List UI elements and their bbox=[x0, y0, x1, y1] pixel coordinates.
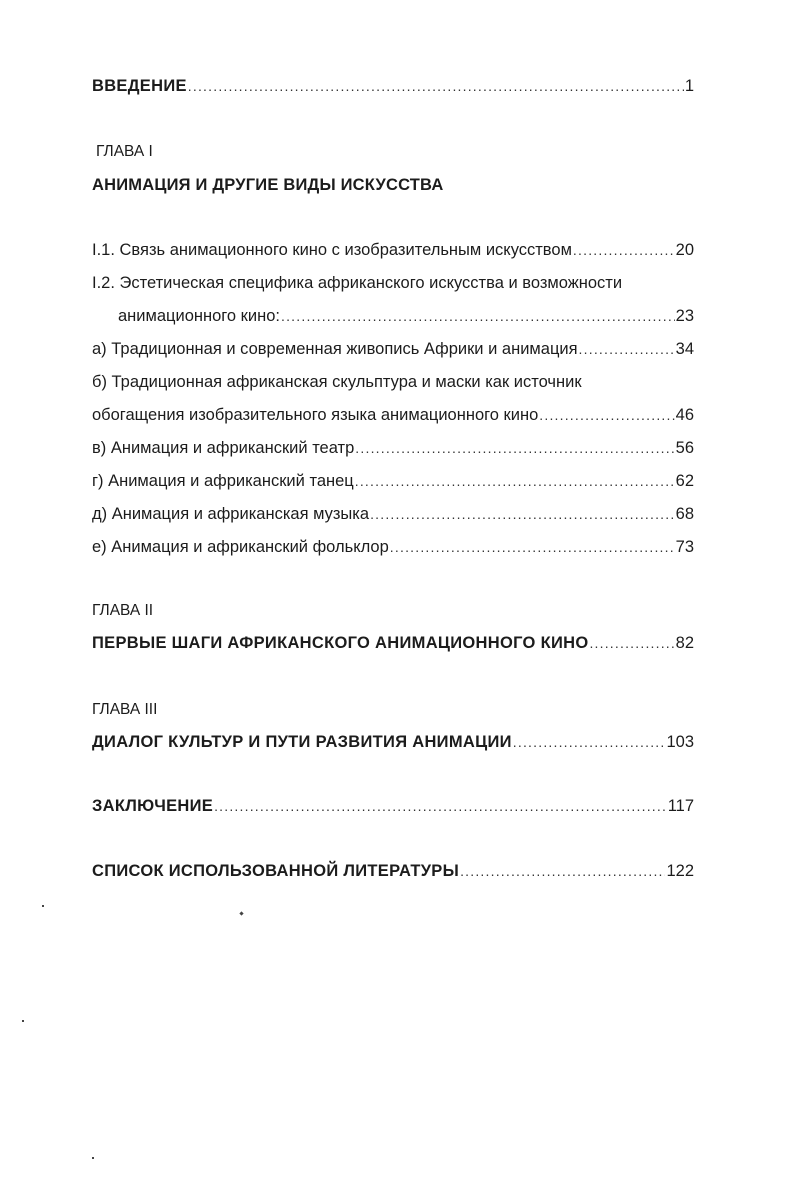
dot-leader bbox=[539, 405, 674, 425]
toc-entry-title: обогащения изобразительного языка анимационного кино bbox=[92, 406, 539, 424]
chapter-2-title: ПЕРВЫЕ ШАГИ АФРИКАНСКОГО АНИМАЦИОННОГО КИНО bbox=[92, 634, 589, 652]
chapter-3-title: ДИАЛОГ КУЛЬТУР И ПУТИ РАЗВИТИЯ АНИМАЦИИ bbox=[92, 733, 512, 751]
toc-page-number: 68 bbox=[675, 505, 694, 523]
dot-leader bbox=[281, 306, 675, 326]
dot-leader bbox=[370, 504, 675, 524]
dot-leader bbox=[589, 633, 674, 653]
toc-page-number: 56 bbox=[675, 439, 694, 457]
toc-entry-title: I.1. Связь анимационного кино с изобразительным искусством bbox=[92, 241, 572, 259]
toc-entry-1-2 bbox=[118, 306, 694, 326]
toc-entry-intro bbox=[92, 76, 694, 96]
toc-entry-d bbox=[92, 504, 694, 524]
toc-page-number: 20 bbox=[675, 241, 694, 259]
chapter-3-label: ГЛАВА III bbox=[92, 701, 158, 718]
dot-leader bbox=[390, 537, 675, 557]
toc-page-number: 46 bbox=[675, 406, 694, 424]
dot-leader bbox=[573, 240, 675, 260]
dot-leader bbox=[513, 732, 666, 752]
toc-page-number: 103 bbox=[666, 733, 694, 751]
toc-entry-b-line1: б) Традиционная африканская скульптура и маски как источник bbox=[92, 373, 582, 391]
toc-entry-chapter-3 bbox=[92, 732, 694, 752]
toc-page-number: 62 bbox=[675, 472, 694, 490]
scan-speck bbox=[92, 1157, 94, 1159]
toc-page-number: 117 bbox=[667, 797, 694, 815]
scan-speck bbox=[239, 911, 243, 915]
toc-entry-1-1 bbox=[92, 240, 694, 260]
scan-speck bbox=[42, 905, 44, 907]
toc-page-number: 1 bbox=[684, 77, 694, 95]
toc-entry-v bbox=[92, 438, 694, 458]
dot-leader bbox=[355, 471, 675, 491]
toc-page-number: 122 bbox=[666, 862, 694, 880]
toc-page-number: 73 bbox=[675, 538, 694, 556]
toc-entry-title: в) Анимация и африканский театр bbox=[92, 439, 355, 457]
toc-page-number: 34 bbox=[675, 340, 694, 358]
toc-entry-b bbox=[92, 405, 694, 425]
scan-speck bbox=[22, 1020, 24, 1022]
toc-entry-g bbox=[92, 471, 694, 491]
toc-entry-title: ВВЕДЕНИЕ bbox=[92, 77, 187, 95]
chapter-1-title: АНИМАЦИЯ И ДРУГИЕ ВИДЫ ИСКУССТВА bbox=[92, 176, 444, 194]
toc-entry-title: е) Анимация и африканский фольклор bbox=[92, 538, 389, 556]
toc-entry-title: а) Традиционная и современная живопись Африки и анимация bbox=[92, 340, 578, 358]
dot-leader bbox=[188, 76, 684, 96]
toc-entry-title: анимационного кино: bbox=[118, 307, 280, 325]
dot-leader bbox=[214, 796, 667, 816]
toc-page-number: 23 bbox=[675, 307, 694, 325]
toc-entry-1-2-line1: I.2. Эстетическая специфика африканского искусства и возможности bbox=[92, 274, 623, 292]
dot-leader bbox=[460, 861, 665, 881]
toc-entry-title: г) Анимация и африканский танец bbox=[92, 472, 354, 490]
toc-entry-title: д) Анимация и африканская музыка bbox=[92, 505, 370, 523]
toc-entry-title: ЗАКЛЮЧЕНИЕ bbox=[92, 797, 214, 815]
toc-page-number: 82 bbox=[675, 634, 694, 652]
toc-entry-bibliography bbox=[92, 861, 694, 881]
chapter-1-label: ГЛАВА I bbox=[96, 143, 153, 160]
toc-entry-e bbox=[92, 537, 694, 557]
toc-entry-conclusion bbox=[92, 796, 694, 816]
toc-entry-chapter-2 bbox=[92, 633, 694, 653]
dot-leader bbox=[355, 438, 674, 458]
toc-entry-a bbox=[92, 339, 694, 359]
toc-entry-title: СПИСОК ИСПОЛЬЗОВАННОЙ ЛИТЕРАТУРЫ bbox=[92, 862, 460, 880]
chapter-2-label: ГЛАВА II bbox=[92, 602, 154, 619]
dot-leader bbox=[579, 339, 675, 359]
